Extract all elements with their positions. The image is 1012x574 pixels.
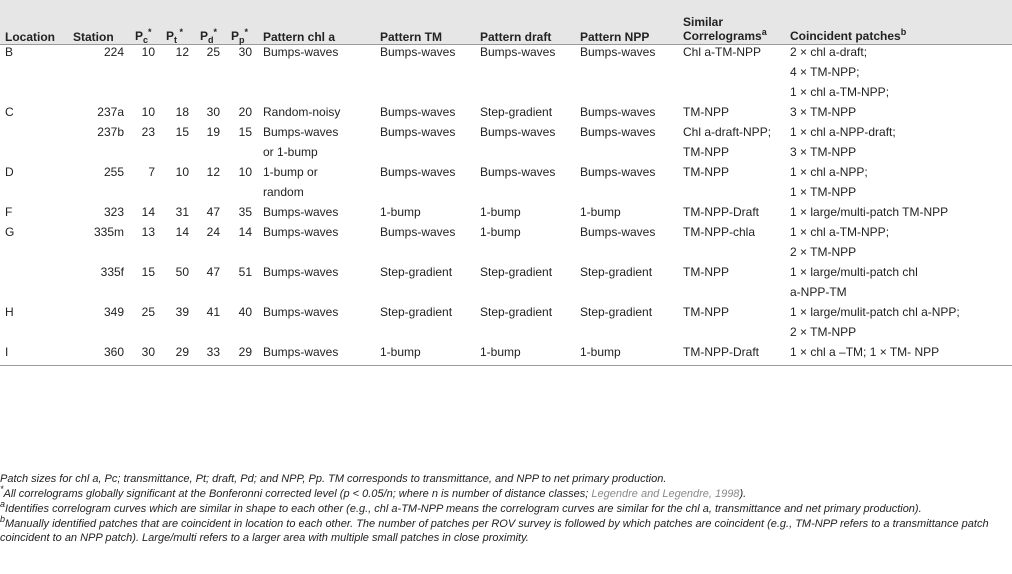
cell-coincident: [785, 205, 1012, 225]
cell-pt: [161, 125, 195, 165]
cell-value: 335f: [100, 264, 124, 279]
cell-line: Bumps-waves: [480, 44, 556, 59]
cell-line: Bumps-waves: [480, 164, 556, 179]
cell-chl: [258, 205, 375, 225]
cell-line: a-NPP-TM: [790, 284, 847, 299]
cell-pp: [226, 44, 258, 105]
cell-station: [68, 205, 130, 225]
cell-pc: [130, 305, 161, 345]
cell-value: 14: [175, 224, 189, 239]
column-header-label: Pattern draft: [480, 29, 552, 44]
cell-location: [0, 305, 68, 345]
cell-value: 41: [206, 304, 220, 319]
cell-line: TM-NPP-Draft: [683, 204, 759, 219]
cell-value: [5, 265, 65, 279]
cell-npp: [575, 165, 678, 205]
column-header-superscript: *: [213, 26, 218, 37]
cell-pp: [226, 205, 258, 225]
column-header-pt: [161, 0, 195, 44]
cell-line: 2 × chl a-draft;: [790, 44, 868, 59]
cell-line: Step-gradient: [580, 264, 653, 279]
cell-line: Bumps-waves: [263, 224, 339, 239]
cell-value: 50: [175, 264, 189, 279]
cell-value: 7: [148, 164, 155, 179]
cell-pd: [195, 165, 226, 205]
cell-line: 2 × TM-NPP: [790, 244, 857, 259]
cell-pd: [195, 125, 226, 165]
cell-station: [68, 305, 130, 345]
cell-line: Step-gradient: [480, 264, 553, 279]
cell-coincident: [785, 44, 1012, 105]
cell-value: 31: [175, 204, 189, 219]
column-header-pp: [226, 0, 258, 44]
cell-line: 3 × TM-NPP: [790, 144, 857, 159]
cell-pt: [161, 345, 195, 366]
cell-value: 14: [141, 204, 155, 219]
cell-value: 30: [238, 44, 252, 59]
cell-tm: [375, 44, 475, 105]
cell-similar: [678, 205, 785, 225]
cell-line: Bumps-waves: [263, 204, 339, 219]
cell-draft: [475, 345, 575, 366]
footnote-b: [0, 514, 1008, 545]
cell-tm: [375, 165, 475, 205]
cell-draft: [475, 44, 575, 105]
cell-similar: [678, 345, 785, 366]
footnote-star-text: All correlograms globally significant at the Bonferonni corrected level (p < 0.05/n; where n is number of distance classes;: [3, 488, 592, 500]
cell-value: 10: [238, 164, 252, 179]
column-header-similar: [678, 0, 785, 44]
footnote-b-mark: b: [0, 514, 6, 524]
cell-line: Chl a-draft-NPP;: [683, 124, 772, 139]
cell-line: Bumps-waves: [263, 264, 339, 279]
column-header-label: Similar Correlograms: [683, 14, 762, 43]
cell-coincident: [785, 105, 1012, 125]
cell-pp: [226, 125, 258, 165]
cell-pt: [161, 205, 195, 225]
footnote-a-mark: a: [0, 499, 6, 509]
cell-value: 25: [206, 44, 220, 59]
cell-npp: [575, 125, 678, 165]
cell-chl: [258, 305, 375, 345]
cell-chl: [258, 265, 375, 305]
cell-tm: [375, 305, 475, 345]
cell-tm: [375, 105, 475, 125]
cell-line: 1-bump: [380, 204, 421, 219]
column-header-pd: [195, 0, 226, 44]
table-row: [0, 265, 1012, 305]
column-header-label: P: [135, 28, 144, 43]
cell-line: or 1-bump: [263, 144, 318, 159]
cell-pd: [195, 345, 226, 366]
cell-line: Bumps-waves: [263, 124, 339, 139]
cell-line: 3 × TM-NPP: [790, 104, 857, 119]
cell-line: TM-NPP: [683, 264, 729, 279]
cell-value: 29: [238, 344, 252, 359]
cell-pt: [161, 225, 195, 265]
cell-line: Bumps-waves: [380, 44, 456, 59]
cell-chl: [258, 165, 375, 205]
table-row: [0, 165, 1012, 205]
cell-value: 10: [141, 104, 155, 119]
cell-value: [5, 125, 65, 139]
cell-line: Step-gradient: [580, 304, 653, 319]
cell-value: 335m: [93, 224, 124, 239]
cell-value: 40: [238, 304, 252, 319]
cell-pt: [161, 265, 195, 305]
cell-chl: [258, 44, 375, 105]
cell-similar: [678, 165, 785, 205]
cell-similar: [678, 265, 785, 305]
cell-value: 255: [103, 164, 124, 179]
header-row: [0, 0, 1012, 44]
cell-value: F: [5, 204, 13, 219]
cell-line: 1 × chl a-NPP-draft;: [790, 124, 896, 139]
cell-line: Step-gradient: [480, 104, 553, 119]
column-header-pc: [130, 0, 161, 44]
cell-draft: [475, 225, 575, 265]
cell-value: 13: [141, 224, 155, 239]
cell-tm: [375, 225, 475, 265]
cell-value: 15: [238, 124, 252, 139]
cell-chl: [258, 345, 375, 366]
column-header-label: Station: [73, 29, 114, 44]
cell-value: 15: [175, 124, 189, 139]
cell-npp: [575, 305, 678, 345]
cell-similar: [678, 225, 785, 265]
column-header-superscript: *: [244, 26, 249, 37]
cell-value: 23: [141, 124, 155, 139]
cell-station: [68, 125, 130, 165]
cell-value: 237a: [97, 104, 124, 119]
cell-similar: [678, 105, 785, 125]
cell-coincident: [785, 345, 1012, 366]
cell-value: H: [5, 304, 14, 319]
cell-tm: [375, 265, 475, 305]
cell-chl: [258, 125, 375, 165]
cell-line: TM-NPP: [683, 104, 729, 119]
cell-value: 224: [103, 44, 124, 59]
cell-value: I: [5, 344, 9, 359]
cell-similar: [678, 305, 785, 345]
cell-coincident: [785, 265, 1012, 305]
cell-line: Bumps-waves: [580, 224, 656, 239]
cell-npp: [575, 265, 678, 305]
cell-line: 1-bump: [480, 344, 521, 359]
cell-value: 51: [238, 264, 252, 279]
column-header-npp: [575, 0, 678, 44]
cell-value: B: [5, 44, 14, 59]
cell-line: TM-NPP: [683, 164, 729, 179]
cell-npp: [575, 105, 678, 125]
cell-line: 1-bump: [580, 204, 621, 219]
cell-value: 14: [238, 224, 252, 239]
cell-pp: [226, 225, 258, 265]
footnote-star: [0, 484, 1008, 501]
footnote-star-end: ).: [739, 488, 747, 500]
cell-pd: [195, 265, 226, 305]
cell-value: 360: [103, 344, 124, 359]
cell-coincident: [785, 225, 1012, 265]
cell-station: [68, 105, 130, 125]
cell-line: 1-bump: [480, 204, 521, 219]
cell-location: [0, 44, 68, 105]
cell-npp: [575, 225, 678, 265]
column-header-subscript: p: [239, 34, 245, 45]
column-header-subscript: c: [143, 34, 149, 45]
cell-line: 1-bump: [380, 344, 421, 359]
cell-value: 10: [141, 44, 155, 59]
cell-value: G: [5, 224, 15, 239]
table-row: [0, 305, 1012, 345]
cell-line: Random-noisy: [263, 104, 341, 119]
cell-chl: [258, 225, 375, 265]
cell-station: [68, 225, 130, 265]
cell-value: 35: [238, 204, 252, 219]
cell-pc: [130, 225, 161, 265]
cell-pd: [195, 105, 226, 125]
cell-tm: [375, 345, 475, 366]
cell-coincident: [785, 305, 1012, 345]
cell-line: Bumps-waves: [580, 164, 656, 179]
column-header-label: P: [231, 28, 240, 43]
table-row: [0, 105, 1012, 125]
cell-pp: [226, 165, 258, 205]
cell-pc: [130, 265, 161, 305]
cell-pt: [161, 44, 195, 105]
column-header-superscript: a: [761, 26, 767, 37]
column-header-label: Pattern chl a: [263, 29, 336, 44]
cell-pd: [195, 305, 226, 345]
cell-tm: [375, 125, 475, 165]
cell-draft: [475, 105, 575, 125]
cell-line: 1 × chl a-TM-NPP;: [790, 224, 890, 239]
column-header-location: [0, 0, 68, 44]
cell-npp: [575, 205, 678, 225]
cell-chl: [258, 105, 375, 125]
column-header-label: Pattern TM: [380, 29, 443, 44]
column-header-label: Location: [5, 29, 55, 44]
column-header-station: [68, 0, 130, 44]
cell-line: Bumps-waves: [263, 344, 339, 359]
column-header-superscript: *: [177, 26, 184, 37]
cell-pc: [130, 165, 161, 205]
table-row: [0, 44, 1012, 105]
table-row: [0, 225, 1012, 265]
column-header-coincident: [785, 0, 1012, 44]
footnote-b-text: Manually identified patches that are coincident in location to each other. The number of patches per ROV survey is followed by which patches are coincident (e.g., TM-NPP refers to a transmittance patch coincident to an NPP patch). Large/multi refers to a larger area with multiple small patches in close proximity.: [0, 518, 989, 544]
cell-pc: [130, 44, 161, 105]
cell-value: 10: [175, 164, 189, 179]
cell-line: 1 × large/mulit-patch chl a-NPP;: [790, 304, 960, 319]
cell-line: Step-gradient: [380, 264, 453, 279]
cell-line: 1-bump or: [263, 164, 318, 179]
column-header-subscript: t: [174, 34, 178, 45]
cell-line: Bumps-waves: [580, 44, 656, 59]
cell-value: 19: [206, 124, 220, 139]
column-header-label: P: [200, 28, 209, 43]
cell-pd: [195, 225, 226, 265]
cell-line: Bumps-waves: [380, 104, 456, 119]
table-row: [0, 125, 1012, 165]
footnote-patch-sizes: Patch sizes for chl a, Pc; transmittance, Pt; draft, Pd; and NPP, Pp. TM corresponds to transmittance, and NPP to net primary production.: [0, 473, 667, 485]
cell-pc: [130, 345, 161, 366]
cell-line: Bumps-waves: [380, 224, 456, 239]
cell-station: [68, 345, 130, 366]
cell-value: 24: [206, 224, 220, 239]
column-header-chl: [258, 0, 375, 44]
table-row: [0, 205, 1012, 225]
cell-line: 1 × TM-NPP: [790, 184, 857, 199]
cell-value: 12: [206, 164, 220, 179]
cell-line: Bumps-waves: [580, 104, 656, 119]
cell-value: 20: [238, 104, 252, 119]
footnote-a: [0, 499, 1008, 516]
cell-line: Chl a-TM-NPP: [683, 44, 762, 59]
cell-draft: [475, 205, 575, 225]
cell-line: Step-gradient: [380, 304, 453, 319]
cell-value: 47: [206, 264, 220, 279]
cell-line: Bumps-waves: [263, 44, 339, 59]
cell-similar: [678, 125, 785, 165]
cell-pt: [161, 305, 195, 345]
cell-line: 2 × TM-NPP: [790, 324, 857, 339]
cell-value: 29: [175, 344, 189, 359]
cell-value: 30: [141, 344, 155, 359]
cell-line: 1-bump: [580, 344, 621, 359]
cell-value: 47: [206, 204, 220, 219]
cell-value: C: [5, 104, 14, 119]
cell-line: 1 × chl a –TM; 1 × TM- NPP: [790, 344, 940, 359]
footnote-star-mark: *: [0, 484, 4, 494]
cell-pt: [161, 105, 195, 125]
cell-station: [68, 265, 130, 305]
cell-line: Bumps-waves: [480, 124, 556, 139]
cell-line: Bumps-waves: [263, 304, 339, 319]
table-body: [0, 44, 1012, 365]
cell-value: 237b: [97, 124, 124, 139]
cell-value: 30: [206, 104, 220, 119]
cell-station: [68, 44, 130, 105]
cell-line: 1-bump: [480, 224, 521, 239]
cell-station: [68, 165, 130, 205]
cell-value: 349: [103, 304, 124, 319]
cell-line: 1 × chl a-NPP;: [790, 164, 868, 179]
table-row: [0, 345, 1012, 366]
cell-similar: [678, 44, 785, 105]
cell-pc: [130, 205, 161, 225]
cell-line: 1 × chl a-TM-NPP;: [790, 84, 890, 99]
cell-line: Bumps-waves: [580, 124, 656, 139]
cell-line: TM-NPP: [683, 304, 729, 319]
cell-line: Step-gradient: [480, 304, 553, 319]
cell-location: [0, 265, 68, 305]
column-header-superscript: *: [148, 26, 152, 37]
cell-pc: [130, 105, 161, 125]
column-header-subscript: d: [208, 34, 214, 45]
cell-coincident: [785, 125, 1012, 165]
cell-draft: [475, 305, 575, 345]
cell-draft: [475, 165, 575, 205]
cell-value: 18: [175, 104, 189, 119]
cell-line: random: [263, 184, 304, 199]
cell-location: [0, 165, 68, 205]
cell-line: Bumps-waves: [380, 164, 456, 179]
footnotes: [0, 472, 1008, 546]
cell-value: 15: [141, 264, 155, 279]
cell-pp: [226, 105, 258, 125]
cell-npp: [575, 345, 678, 366]
cell-line: 1 × large/multi-patch TM-NPP: [790, 204, 949, 219]
cell-location: [0, 105, 68, 125]
cell-tm: [375, 205, 475, 225]
cell-line: 1 × large/multi-patch chl: [790, 264, 918, 279]
cell-pd: [195, 205, 226, 225]
cell-location: [0, 345, 68, 366]
cell-line: TM-NPP: [683, 144, 729, 159]
cell-value: 39: [175, 304, 189, 319]
cell-value: D: [5, 164, 14, 179]
cell-pc: [130, 125, 161, 165]
cell-value: 12: [175, 44, 189, 59]
footnote-a-text: Identifies correlogram curves which are similar in shape to each other (e.g., chl a-TM-NPP means the correlogram curves are similar for the chl a, transmittance and net primary production).: [5, 503, 922, 515]
footnote-citation-link[interactable]: Legendre and Legendre, 1998: [591, 488, 740, 500]
cell-value: 25: [141, 304, 155, 319]
cell-npp: [575, 44, 678, 105]
cell-pp: [226, 305, 258, 345]
cell-draft: [475, 125, 575, 165]
cell-line: 4 × TM-NPP;: [790, 64, 860, 79]
cell-location: [0, 225, 68, 265]
cell-value: 33: [206, 344, 220, 359]
cell-location: [0, 205, 68, 225]
cell-pd: [195, 44, 226, 105]
cell-pp: [226, 265, 258, 305]
column-header-label: Coincident patches: [790, 28, 901, 43]
column-header-tm: [375, 0, 475, 44]
column-header-superscript: b: [900, 26, 907, 37]
cell-value: 323: [103, 204, 124, 219]
column-header-label: P: [166, 28, 175, 43]
column-header-label: Pattern NPP: [580, 29, 650, 44]
cell-location: [0, 125, 68, 165]
cell-coincident: [785, 165, 1012, 205]
cell-line: TM-NPP-Draft: [683, 344, 759, 359]
cell-line: Bumps-waves: [380, 124, 456, 139]
cell-pt: [161, 165, 195, 205]
cell-pp: [226, 345, 258, 366]
column-header-draft: [475, 0, 575, 44]
cell-line: TM-NPP-chla: [683, 224, 756, 239]
cell-draft: [475, 265, 575, 305]
